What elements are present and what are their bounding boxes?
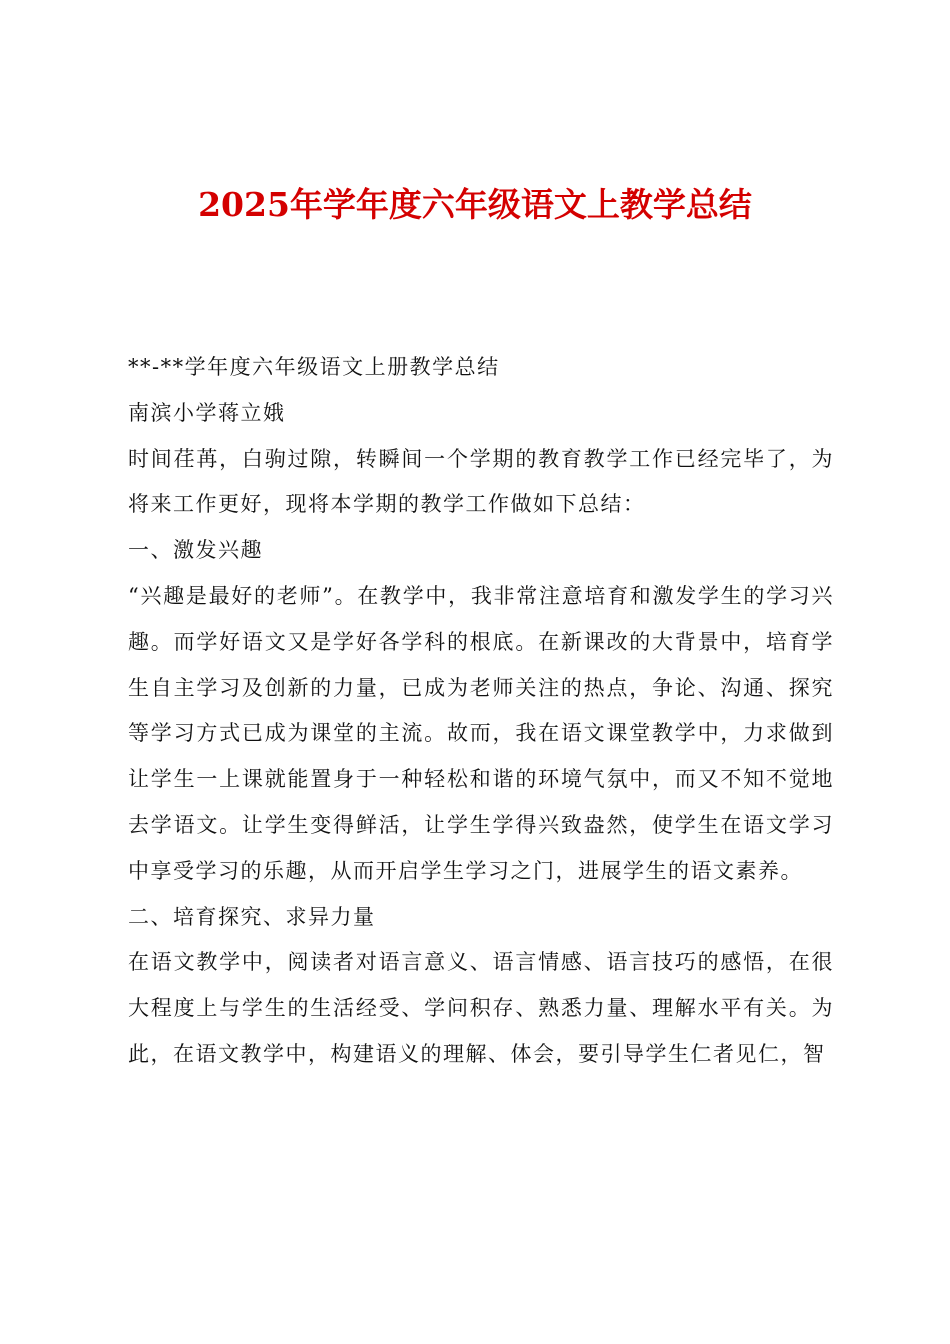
section-heading-2: 二、培育探究、求异力量 — [128, 904, 376, 929]
document-body — [128, 345, 834, 1078]
section-heading-1: 一、激发兴趣 — [128, 538, 263, 563]
section-1-paragraph: “兴趣是最好的老师”。在教学中，我非常注意培育和激发学生的学习兴趣。而学好语文又是学好各学科的根底。在新课改的大背景中，培育学生自主学习及创新的力量，已成为老师关注的热点，争论、沟通、探究等学习方式已成为课堂的主流。故而，我在语文课堂教学中，力求做到让学生一上课就能置身于一种轻松和谐的环境气氛中，而又不知不觉地去学语文。让学生变得鲜活，让学生学得兴致盎然，使学生在语文学习中享受学习的乐趣，从而开启学生学习之门，进展学生的语文素养。 — [128, 583, 834, 883]
section-2-paragraph: 在语文教学中，阅读者对语言意义、语言情感、语言技巧的感悟，在很大程度上与学生的生活经受、学问积存、熟悉力量、理解水平有关。为此，在语文教学中，构建语义的理解、体会，要引导学生仁者见仁，智 — [128, 950, 834, 1066]
intro-paragraph: 时间荏苒，白驹过隙，转瞬间一个学期的教育教学工作已经完毕了，为将来工作更好，现将本学期的教学工作做如下总结： — [128, 446, 834, 517]
document-title: 2025年学年度六年级语文上教学总结 — [198, 185, 752, 224]
subtitle-line: **-**学年度六年级语文上册教学总结 — [128, 355, 500, 379]
author-line: 南滨小学蒋立娥 — [128, 400, 286, 425]
